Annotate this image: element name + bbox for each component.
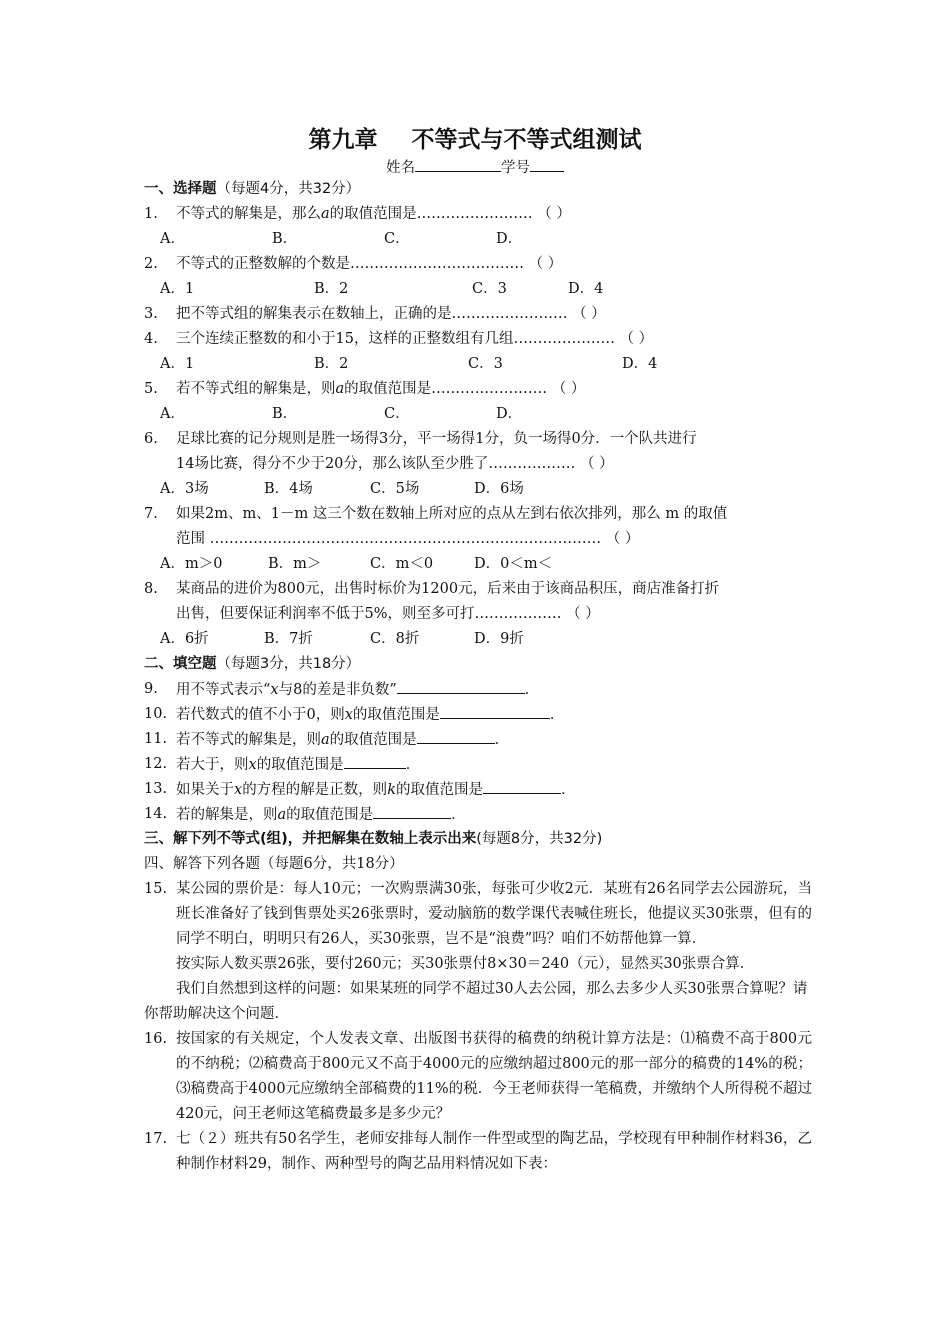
title-subject: 不等式与不等式组测试 <box>411 127 642 153</box>
question-5: 5. 若不等式组的解集是，则a的取值范围是…………………… （ ） <box>144 381 586 397</box>
question-8: 8. 某商品的进价为800元，出售时标价为1200元，后来由于该商品积压，商店准备打折 <box>144 581 720 597</box>
option-b[interactable]: B． <box>272 406 298 422</box>
question-7-options <box>144 552 812 577</box>
option-a[interactable]: A．6折 <box>160 631 209 647</box>
question-15-para-3: 我们自然想到这样的问题：如果某班的同学不超过30人去公园，那么去多少人买30张票合算呢？请你帮助解决这个问题． <box>144 981 808 1022</box>
question-12: 12. 若大于，则x的取值范围是 ． <box>144 752 812 777</box>
section-answer-heading: 四、解答下列各题（每题6分，共18分） <box>144 856 404 872</box>
question-8-cont: 出售，但要保证利润率不低于5%，则至多可打……………… （ ） <box>176 606 600 622</box>
option-d[interactable]: D． <box>496 231 523 247</box>
id-label: 学号 <box>501 160 530 176</box>
option-b[interactable]: B．7折 <box>264 631 313 647</box>
option-c[interactable]: C．5场 <box>370 481 420 497</box>
name-blank[interactable] <box>415 155 501 172</box>
option-d[interactable]: D．4 <box>568 281 604 297</box>
question-2-options <box>144 277 812 302</box>
option-d[interactable]: D．0＜m＜ <box>474 556 553 572</box>
section-solve-heading: 三、解下列不等式(组)，并把解集在数轴上表示出来(每题8分，共32分) <box>144 831 603 847</box>
question-7: 7. 如果2m、m、1－m 这三个数在数轴上所对应的点从左到右依次排列，那么 m 的取值 <box>144 506 728 522</box>
name-label: 姓名 <box>386 160 415 176</box>
id-blank[interactable] <box>530 155 564 172</box>
option-c[interactable]: C．8折 <box>370 631 420 647</box>
answer-blank[interactable] <box>344 752 406 769</box>
question-16: 16. 按国家的有关规定，个人发表文章、出版图书获得的稿费的纳税计算方法是：⑴稿费不高于800元的不纳税；⑵稿费高于800元又不高于4000元的应缴纳超过800元的那一部分的稿费的14%的税；⑶稿费高于4000元应缴纳全部稿费的11%的税．今王老师获得一笔稿费，并缴纳个人所得税不超过420元，问王老师这笔稿费最多是多少元？ <box>144 1031 812 1122</box>
option-c[interactable]: C． <box>384 406 410 422</box>
option-d[interactable]: D． <box>496 406 523 422</box>
question-7-cont: 范围 ……………………………………………………………………… （ ） <box>176 531 640 547</box>
title-chapter: 第九章 <box>308 127 378 153</box>
question-9: 9. 用不等式表示“x与8的差是非负数” ． <box>144 677 812 702</box>
answer-blank[interactable] <box>417 727 495 744</box>
option-d[interactable]: D．6场 <box>474 481 524 497</box>
question-2: 2. 不等式的正整数解的个数是……………………………… （ ） <box>144 256 563 272</box>
option-c[interactable]: C． <box>384 231 410 247</box>
option-a[interactable]: A． <box>160 231 185 247</box>
option-d[interactable]: D．4 <box>622 356 658 372</box>
option-a[interactable]: A．1 <box>160 356 195 372</box>
question-14: 14. 若的解集是，则a的取值范围是 ． <box>144 802 812 827</box>
option-b[interactable]: B．2 <box>314 281 349 297</box>
option-b[interactable]: B． <box>272 231 298 247</box>
answer-blank[interactable] <box>483 777 561 794</box>
option-c[interactable]: C．m＜0 <box>370 556 434 572</box>
answer-blank[interactable] <box>373 802 451 819</box>
question-17: 17. 七（２）班共有50名学生，老师安排每人制作一件型或型的陶艺品，学校现有甲种制作材料36，乙种制作材料29，制作、两种型号的陶艺品用料情况如下表： <box>144 1131 812 1172</box>
option-a[interactable]: A．1 <box>160 281 195 297</box>
question-8-options <box>144 627 812 652</box>
question-6-cont: 14场比赛，得分不少于20分，那么该队至少胜了……………… （ ） <box>176 456 614 472</box>
answer-blank[interactable] <box>440 702 550 719</box>
question-15-para-2: 按实际人数买票26张，要付260元；买30张票付8×30＝240（元），显然买30张票合算． <box>176 956 755 972</box>
section-fill-heading: 二、填空题（每题3分，共18分） <box>144 656 361 672</box>
option-c[interactable]: C．3 <box>472 281 507 297</box>
question-6: 6. 足球比赛的记分规则是胜一场得3分，平一场得1分，负一场得0分．一个队共进行 <box>144 431 697 447</box>
exam-body <box>144 177 812 1177</box>
option-a[interactable]: A．3场 <box>160 481 209 497</box>
option-d[interactable]: D．9折 <box>474 631 524 647</box>
question-15: 15. 某公园的票价是：每人10元；一次购票满30张，每张可少收2元．某班有26名同学去公园游玩，当班长准备好了钱到售票处买26张票时，爱动脑筋的数学课代表喊住班长，他提议买30张票，但有的同学不明白，明明只有26人，买30张票，岂不是“浪费”吗？咱们不妨帮他算一算． <box>144 881 812 947</box>
question-4-options <box>144 352 812 377</box>
question-1: 1. 不等式的解集是，那么a的取值范围是…………………… （ ） <box>144 206 571 222</box>
section-choice-heading: 一、选择题（每题4分，共32分） <box>144 181 361 197</box>
question-11: 11. 若不等式的解集是，则a的取值范围是 ． <box>144 727 812 752</box>
question-4: 4. 三个连续正整数的和小于15，这样的正整数组有几组………………… （ ） <box>144 331 654 347</box>
option-a[interactable]: A．m＞0 <box>160 556 223 572</box>
option-b[interactable]: B．2 <box>314 356 349 372</box>
question-10: 10. 若代数式的值不小于0，则x的取值范围是 ． <box>144 702 812 727</box>
option-b[interactable]: B．4场 <box>264 481 313 497</box>
option-a[interactable]: A． <box>160 406 185 422</box>
name-id-line <box>0 155 950 177</box>
question-5-options <box>144 402 812 427</box>
question-13: 13. 如果关于x的方程的解是正数，则k的取值范围是 ． <box>144 777 812 802</box>
answer-blank[interactable] <box>397 677 525 694</box>
option-c[interactable]: C．3 <box>468 356 503 372</box>
question-1-options <box>144 227 812 252</box>
question-3: 3. 把不等式组的解集表示在数轴上，正确的是…………………… （ ） <box>144 306 606 322</box>
question-6-options <box>144 477 812 502</box>
page-title <box>0 121 950 154</box>
option-b[interactable]: B．m＞ <box>268 556 322 572</box>
